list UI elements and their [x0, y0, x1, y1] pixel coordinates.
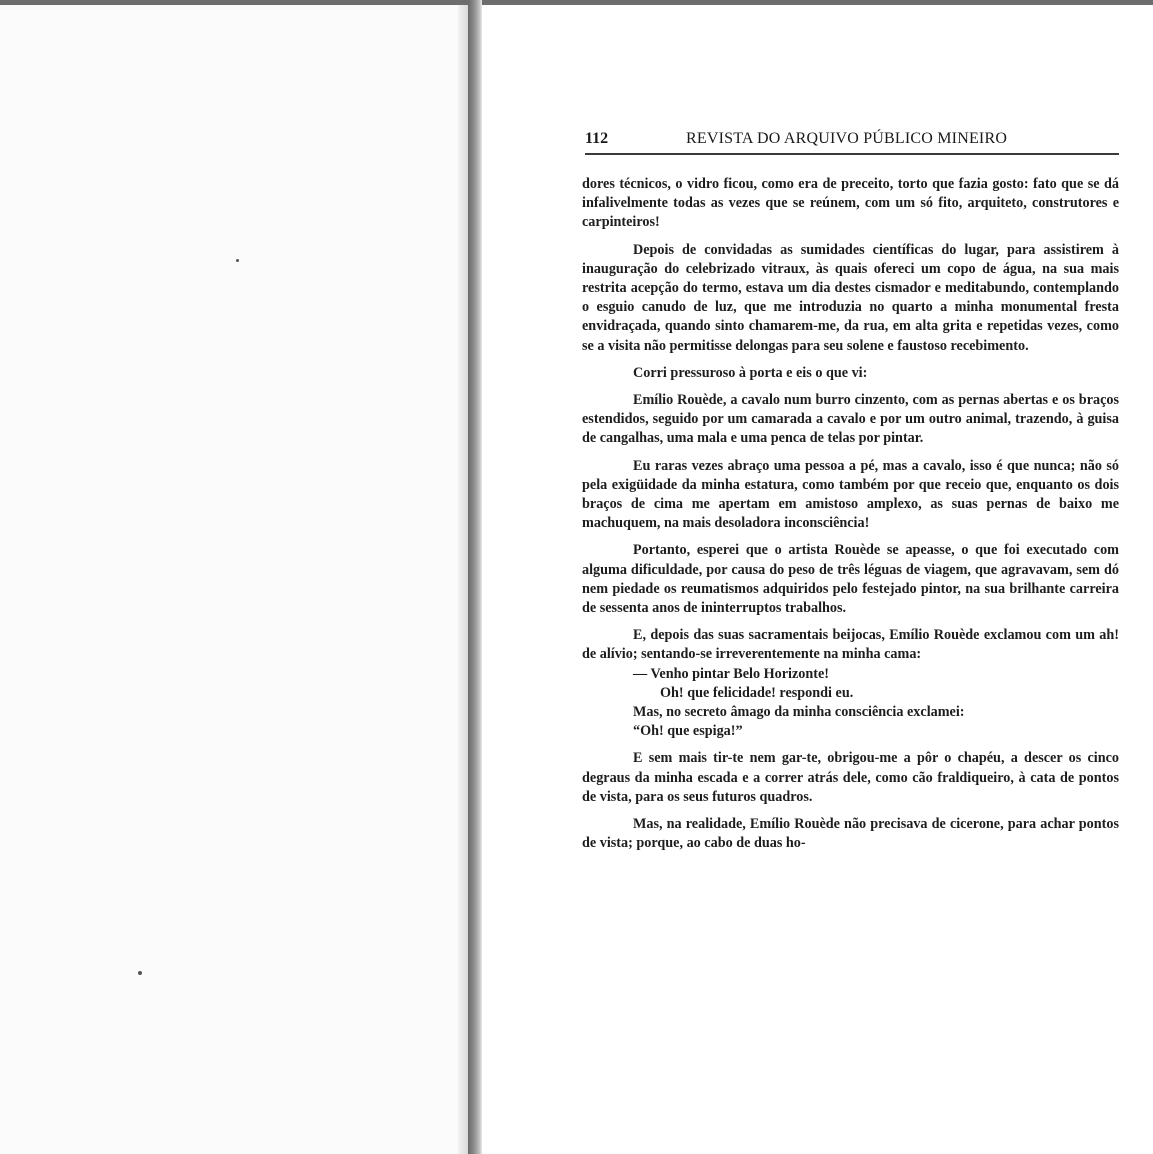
book-gutter	[468, 0, 482, 1154]
running-head	[585, 129, 1119, 155]
journal-title: REVISTA DO ARQUIVO PÚBLICO MINEIRO	[686, 130, 1008, 147]
paragraph: Eu raras vezes abraço uma pessoa a pé, mas a cavalo, isso é que nunca; não só pela exigüidade da minha estatura, como também por que receio que, enquanto os dois braços de cima me apertam em amistoso amplexo, as suas pernas de baixo me machuquem, na mais desoladora inconsciência!	[582, 457, 1119, 532]
paper-speck	[236, 259, 239, 262]
paragraph: Mas, na realidade, Emílio Rouède não precisava de cicerone, para achar pontos de vista; porque, ao cabo de duas ho-	[582, 816, 1119, 852]
left-page-curl	[458, 5, 468, 1154]
left-blank-page	[0, 5, 468, 1154]
article-body	[582, 175, 1119, 854]
page-number: 112	[585, 130, 609, 147]
paragraph: E, depois das suas sacramentais beijocas, Emílio Rouède exclamou com um ah! de alívio; sentando-se irreverentemente na minha cama:	[582, 627, 1119, 663]
paragraph: Depois de convidadas as sumidades científicas do lugar, para assistirem à inauguração do celebrizado vitraux, às quais ofereci um copo de água, na sua mais restrita acepção do termo, estava um dia destes cismador e meditabundo, contemplando o esguio canudo de luz, que me introduzia no quarto a minha monumental fresta envidraçada, quando sinto chamarem-me, da rua, em alta grita e repetidas vezes, como se a visita não permitisse delongas para seu solene e faustoso recebimento.	[582, 241, 1119, 354]
paper-speck	[138, 971, 142, 975]
paragraph: dores técnicos, o vidro ficou, como era de preceito, torto que fazia gosto: fato que se dá infalivelmente todas as vezes que se reúnem, com um só fito, arquiteto, construtores e carpinteiros!	[582, 176, 1119, 231]
paragraph: Portanto, esperei que o artista Rouède se apeasse, o que foi executado com alguma dificuldade, por causa do peso de três léguas de viagem, que agravavam, sem dó nem piedade os reumatismos adquiridos pelo festejado pintor, na sua brilhante carreira de sessenta anos de ininterruptos trabalhos.	[582, 542, 1119, 617]
paragraph: Corri pressuroso à porta e eis o que vi:	[633, 364, 868, 381]
paragraph: Emílio Rouède, a cavalo num burro cinzento, com as pernas abertas e os braços estendidos, seguido por um camarada a cavalo e por um outro animal, trazendo, à guisa de cangalhas, uma mala e uma penca de telas por pintar.	[582, 392, 1119, 447]
dialogue-line: Oh! que felicidade! respondi eu.	[660, 684, 854, 701]
dialogue-line: Mas, no secreto âmago da minha consciência exclamei:	[633, 704, 965, 721]
paragraph: E sem mais tir-te nem gar-te, obrigou-me a pôr o chapéu, a descer os cinco degraus da minha escada e a correr atrás dele, como cão fraldiqueiro, à cata de pontos de vista, para os seus futuros quadros.	[582, 750, 1119, 805]
dialogue-line: — Venho pintar Belo Horizonte!	[633, 665, 830, 682]
dialogue-line: “Oh! que espiga!”	[633, 723, 743, 740]
